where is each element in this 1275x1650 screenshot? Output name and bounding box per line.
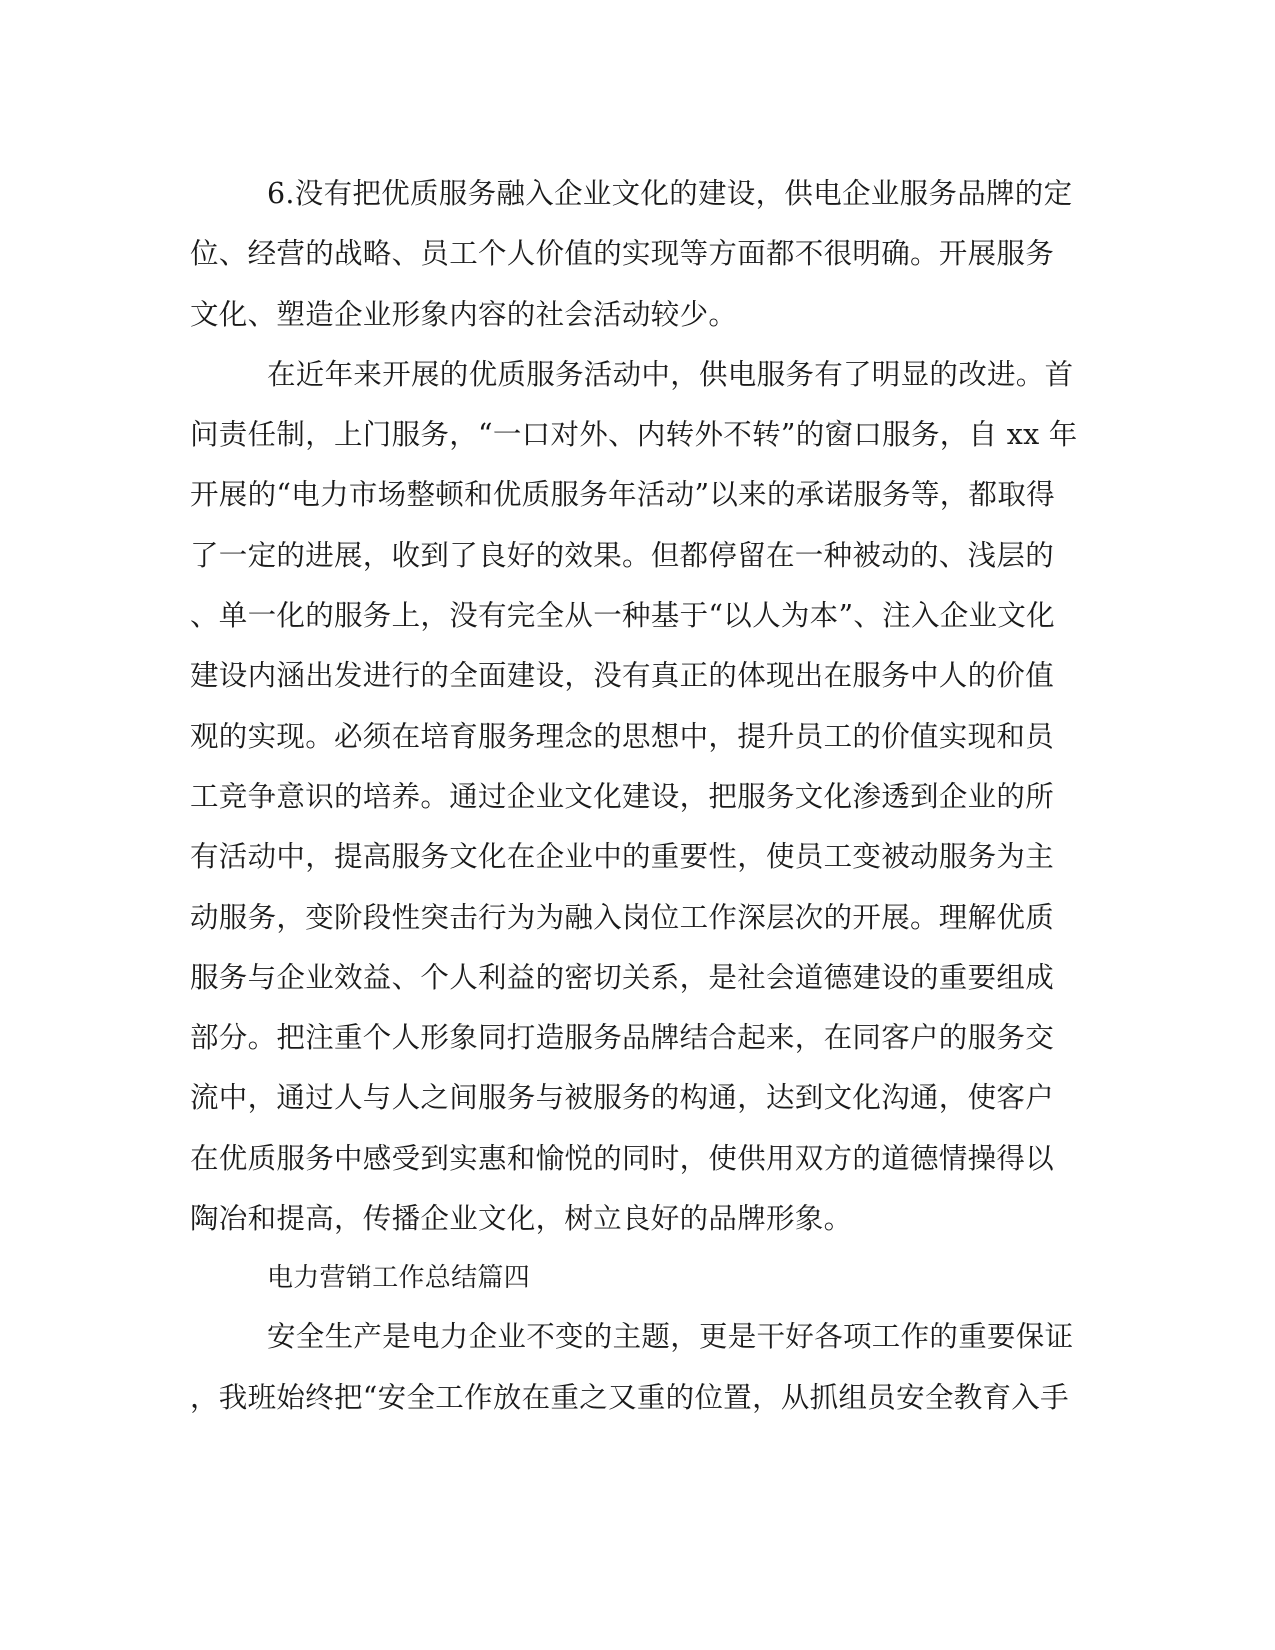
text-line: 开展的“电力市场整顿和优质服务年活动”以来的承诺服务等，都取得 [190, 478, 1055, 512]
document-body [190, 164, 1078, 1428]
text-line: 动服务，变阶段性突击行为为融入岗位工作深层次的开展。理解优质 [190, 900, 1055, 934]
text-line: 在近年来开展的优质服务活动中，供电服务有了明显的改进。首 [267, 357, 1074, 391]
text-line: 位、经营的战略、员工个人价值的实现等方面都不很明确。开展服务 [190, 237, 1055, 271]
text-line: 服务与企业效益、个人利益的密切关系，是社会道德建设的重要组成 [190, 960, 1055, 994]
text-line: 陶冶和提高，传播企业文化，树立良好的品牌形象。 [190, 1202, 853, 1236]
text-line: 流中，通过人与人之间服务与被服务的构通，达到文化沟通，使客户 [190, 1081, 1055, 1115]
text-line: 了一定的进展，收到了良好的效果。但都停留在一种被动的、浅层的 [190, 538, 1055, 572]
text-line: ，我班始终把“安全工作放在重之又重的位置，从抓组员安全教育入手 [190, 1380, 1069, 1414]
section-heading: 电力营销工作总结篇四 [267, 1263, 531, 1294]
text-line: 工竞争意识的培养。通过企业文化建设，把服务文化渗透到企业的所 [190, 779, 1055, 813]
text-line: 部分。把注重个人形象同打造服务品牌结合起来，在同客户的服务交 [190, 1021, 1055, 1055]
text-line: 在优质服务中感受到实惠和愉悦的同时，使供用双方的道德情操得以 [190, 1141, 1055, 1175]
text-line: 、单一化的服务上，没有完全从一种基于“以人为本”、注入企业文化 [190, 599, 1055, 633]
text-line: 文化、塑造企业形象内容的社会活动较少。 [190, 297, 738, 331]
text-line: 安全生产是电力企业不变的主题，更是干好各项工作的重要保证 [267, 1320, 1074, 1354]
text-line: 观的实现。必须在培育服务理念的思想中，提升员工的价值实现和员 [190, 719, 1055, 753]
paragraph-safety [190, 1307, 1074, 1428]
text-line: 有活动中，提高服务文化在企业中的重要性，使员工变被动服务为主 [190, 840, 1055, 874]
text-line: 问责任制，上门服务，“一口对外、内转外不转”的窗口服务，自 xx 年 [190, 418, 1078, 452]
text-line: 6.没有把优质服务融入企业文化的建设，供电企业服务品牌的定 [267, 177, 1073, 210]
paragraph-service-culture [190, 164, 1073, 345]
text-line: 建设内涵出发进行的全面建设，没有真正的体现出在服务中人的价值 [190, 659, 1055, 693]
paragraph-quality-service [190, 345, 1078, 1249]
